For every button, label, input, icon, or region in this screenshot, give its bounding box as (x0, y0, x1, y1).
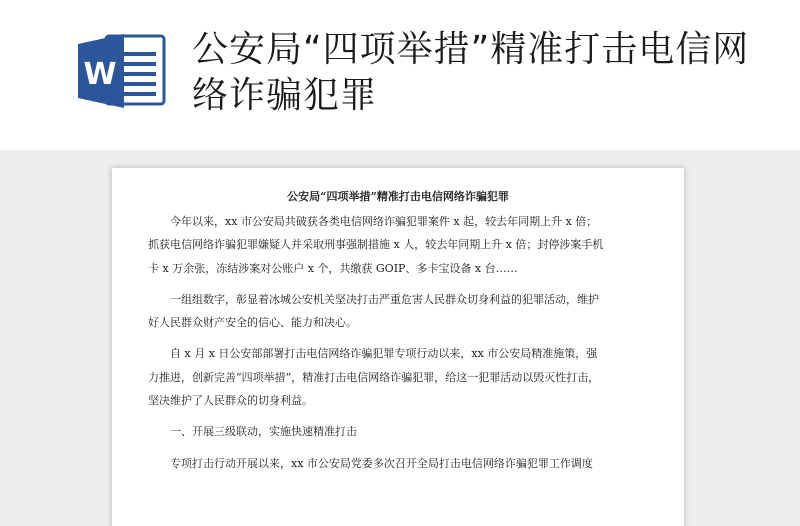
document-body (148, 210, 654, 475)
page-header (0, 0, 800, 150)
section-heading: 一、开展三级联动，实施快速精准打击 (170, 425, 357, 439)
document-heading: 公安局“四项举措”精准打击电信网络诈骗犯罪 (287, 190, 509, 203)
body-line: 好人民群众财产安全的信心、能力和决心。 (148, 316, 357, 330)
word-icon-letter: W (83, 57, 117, 92)
page-title: 公安局“四项举措”精准打击电信网络诈骗犯罪 (192, 29, 750, 116)
document-page (112, 168, 684, 526)
body-line: 卡 x 万余张，冻结涉案对公账户 x 个，共缴获 GOIP、多卡宝设备 x 台…… (148, 261, 518, 275)
body-line: 抓获电信网络诈骗犯罪嫌疑人并采取刑事强制措施 x 人，较去年同期上升 x 倍；封停涉案手机 (148, 238, 604, 252)
body-line: 一组组数字，彰显着冰城公安机关坚决打击严重危害人民群众切身利益的犯罪活动，维护 (170, 292, 599, 306)
body-line: 专项打击行动开展以来，xx 市公安局党委多次召开全局打击电信网络诈骗犯罪工作调度 (170, 456, 593, 470)
body-line: 今年以来，xx 市公安局共破获各类电信网络诈骗犯罪案件 x 起，较去年同期上升 x 倍； (170, 215, 598, 228)
body-line: 力推进，创新完善“四项举措”，精准打击电信网络诈骗犯罪，给这一犯罪活动以毁灭性打击， (148, 370, 600, 384)
body-line: 坚决维护了人民群众的切身利益。 (148, 394, 313, 408)
body-line: 自 x 月 x 日公安部部署打击电信网络诈骗犯罪专项行动以来，xx 市公安局精准施策，强 (170, 347, 598, 361)
word-icon (76, 30, 166, 110)
